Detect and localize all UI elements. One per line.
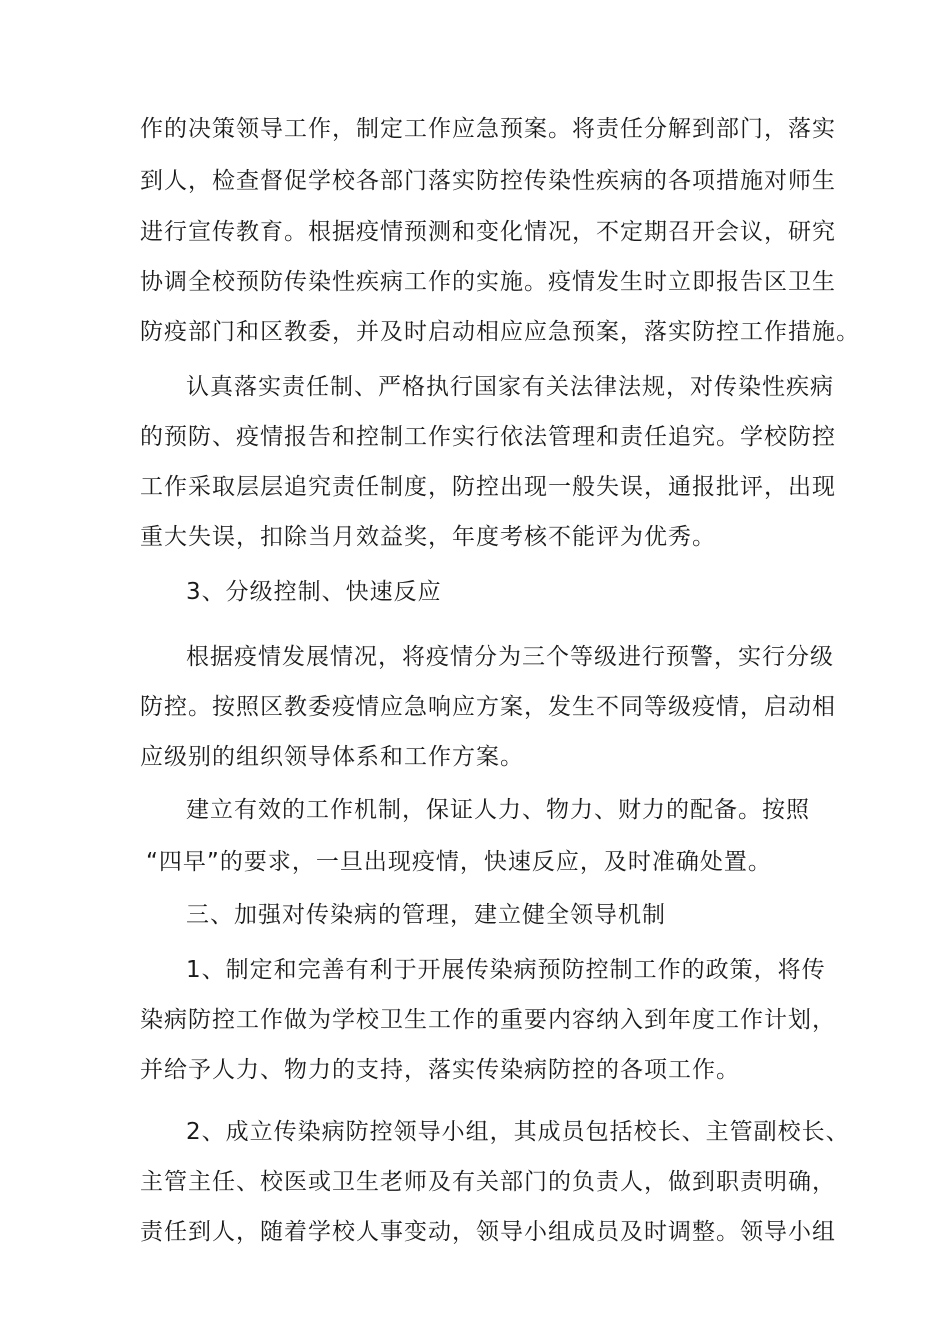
text-line: 作的决策领导工作，制定工作应急预案。将责任分解到部门，落实 — [140, 116, 836, 142]
text-line: 责任到人，随着学校人事变动，领导小组成员及时调整。领导小组 — [140, 1219, 836, 1245]
text-line: 的预防、疫情报告和控制工作实行依法管理和责任追究。学校防控 — [140, 424, 836, 450]
text-line: 防疫部门和区教委，并及时启动相应应急预案，落实防控工作措施。 — [140, 319, 860, 345]
text-line: 防控。按照区教委疫情应急响应方案，发生不同等级疫情，启动相 — [140, 694, 836, 720]
text-line: 应级别的组织领导体系和工作方案。 — [140, 744, 524, 770]
text-line: 进行宣传教育。根据疫情预测和变化情况，不定期召开会议，研究 — [140, 219, 836, 245]
text-line: 工作采取层层追究责任制度，防控出现一般失误，通报批评，出现 — [140, 474, 836, 500]
text-line: 主管主任、校医或卫生老师及有关部门的负责人，做到职责明确， — [140, 1169, 836, 1195]
paragraph-first-line: 2、成立传染病防控领导小组，其成员包括校长、主管副校长、 — [186, 1119, 850, 1145]
text-line: 染病防控工作做为学校卫生工作的重要内容纳入到年度工作计划， — [140, 1007, 836, 1033]
paragraph-first-line: 1、制定和完善有利于开展传染病预防控制工作的政策，将传 — [186, 957, 826, 983]
paragraph-first-line: 建立有效的工作机制，保证人力、物力、财力的配备。按照 — [186, 797, 810, 823]
paragraph-first-line: 根据疫情发展情况，将疫情分为三个等级进行预警，实行分级 — [186, 644, 834, 670]
text-line: 到人，检查督促学校各部门落实防控传染性疾病的各项措施对师生 — [140, 168, 836, 194]
text-line: 并给予人力、物力的支持，落实传染病防控的各项工作。 — [140, 1057, 740, 1083]
text-line: 协调全校预防传染性疾病工作的实施。疫情发生时立即报告区卫生 — [140, 269, 836, 295]
section-heading: 三、加强对传染病的管理，建立健全领导机制 — [186, 902, 666, 928]
section-heading: 3、分级控制、快速反应 — [186, 579, 442, 605]
text-line: 重大失误，扣除当月效益奖，年度考核不能评为优秀。 — [140, 524, 716, 550]
paragraph-first-line: 认真落实责任制、严格执行国家有关法律法规，对传染性疾病 — [186, 374, 834, 400]
text-line: “四早”的要求，一旦出现疫情，快速反应，及时准确处置。 — [146, 849, 772, 875]
